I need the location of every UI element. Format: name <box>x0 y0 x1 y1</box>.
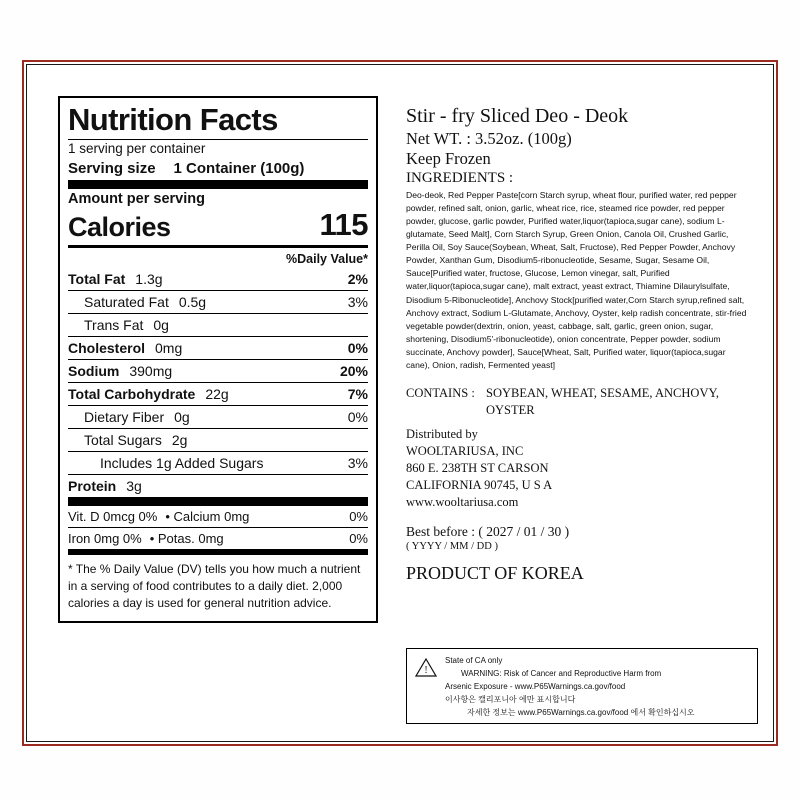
contains-line-2: OYSTER <box>486 402 535 417</box>
nutrient-name: Trans Fat <box>84 316 144 333</box>
product-name: Stir - fry Sliced Deo - Deok <box>406 105 629 127</box>
calcium-value: • Calcium 0mg <box>165 508 250 524</box>
daily-value-header: %Daily Value* <box>286 251 368 266</box>
divider-thick <box>68 180 368 189</box>
ingredients-list: Deo-deok, Red Pepper Paste[corn Starch syrup, wheat flour, purified water, red pepper powder, refined salt, onion, garlic, wheat rice, rice, steamed rice powder, red pepper powder, glucose, garlic powder, Purified water,liquor(tapioca,sugar cane), sodium L-glutamate, Seed Malt], Corn Starch Syrup, Green Onion, Canola Oil, Crushed Garlic, Perilla Oil, Soy Sauce(Soybean, Wheat, Salt, Fructose), Red Pepper Powder, Anchovy Powder, Xanthan Gum, Disodium5-ribonucleotide, Sesame, Sugar, Sesame Oil, Sauce[Purified water, fructose, Glucose, Lemon vinegar, salt, Purified water,liquor(tapioca,sugar cane), malt extract, yeast extract, Thiamine Dilaurylsulfate, Disodium 5-Ribonucleotide], Anchovy Stock[purified water,Corn Starch syrup,refined salt, Anchovy extract, Sodium L-Glutamate, Anchovy, Oyster, kelp radish concentrate, stir-fried vegetable powder(dextrin, onion, yeast, cabbage, salt, garlic, green onion, sugar, shortening, Disodium5'-ribonucleotide), onion concentrate, Pepper powder, sodium succinate, Anchovy powder], Sauce[Wheat, Salt, Purified water, liquor(tapioca,sugar cane), Onion, radish, Fermented yeast] <box>406 190 747 370</box>
table-row <box>68 360 368 383</box>
nutrient-name: Sodium <box>68 362 120 379</box>
daily-value-footnote: * The % Daily Value (DV) tells you how much a nutrient in a serving of food contributes to a daily diet. 2,000 calories a day is used for general nutrition advice. <box>68 561 361 611</box>
table-row <box>68 429 368 452</box>
distributor-website[interactable]: www.wooltariusa.com <box>406 494 519 509</box>
table-row <box>68 268 368 291</box>
nutrient-dv: 20% <box>339 362 368 379</box>
table-row <box>68 506 368 528</box>
calcium-dv: 0% <box>349 508 368 524</box>
potassium-value: • Potas. 0mg <box>149 530 224 546</box>
serving-size-label: Serving size <box>68 159 156 177</box>
amount-per-serving-label: Amount per serving <box>68 190 205 207</box>
product-info-column <box>406 104 758 584</box>
nutrient-amount: 1.3g <box>135 270 163 287</box>
nutrient-name: Total Sugars <box>84 431 162 448</box>
storage-instruction: Keep Frozen <box>406 149 491 168</box>
nutrient-amount: 0g <box>153 316 169 333</box>
nutrient-dv: 2% <box>347 270 368 287</box>
nutrient-dv: 0% <box>347 339 368 356</box>
warning-line-4-korean: 이사항은 캘리포니아 에만 표시합니다 <box>445 694 576 704</box>
iron-value: Iron 0mg 0% <box>68 530 142 546</box>
nutrition-facts-title: Nutrition Facts <box>68 102 278 137</box>
nutrient-name: Cholesterol <box>68 339 146 356</box>
table-row <box>68 337 368 360</box>
table-row <box>68 406 368 429</box>
svg-text:!: ! <box>424 665 428 676</box>
nutrient-name: Protein <box>68 477 117 494</box>
country-of-origin: PRODUCT OF KOREA <box>406 562 584 583</box>
nutrient-dv: 3% <box>347 454 368 471</box>
calories-value: 115 <box>319 206 368 242</box>
potassium-dv: 0% <box>349 530 368 546</box>
nutrient-dv: 7% <box>347 385 368 402</box>
contains-line-1: SOYBEAN, WHEAT, SESAME, ANCHOVY, <box>486 385 720 400</box>
net-weight: Net WT. : 3.52oz. (100g) <box>406 129 572 148</box>
nutrient-amount: 3g <box>126 477 142 494</box>
nutrient-name: Total Fat <box>68 270 126 287</box>
calories-label: Calories <box>68 211 171 242</box>
servings-per-container: 1 serving per container <box>68 140 206 156</box>
warning-triangle-icon <box>415 658 437 719</box>
prop65-warning-text <box>445 655 695 719</box>
nutrient-name: Total Carbohydrate <box>68 385 196 402</box>
prop65-warning-box <box>406 648 758 724</box>
table-row <box>68 314 368 337</box>
table-row <box>68 528 368 555</box>
nutrient-amount: 0g <box>174 408 190 425</box>
warning-line-5-korean: 자세한 정보는 www.P65Warnings.ca.gov/food 에서 확인하십시오 <box>467 707 695 717</box>
nutrient-amount: 22g <box>205 385 229 402</box>
table-row <box>68 475 368 506</box>
distributor-city-state: CALIFORNIA 90745, U S A <box>406 477 553 492</box>
nutrient-amount: 0.5g <box>178 293 207 310</box>
table-row <box>68 383 368 406</box>
nutrient-amount: 390mg <box>129 362 173 379</box>
calories-row <box>68 207 368 245</box>
table-row <box>68 291 368 314</box>
distributor-name: WOOLTARIUSA, INC <box>406 443 524 458</box>
warning-line-3: Arsenic Exposure - www.P65Warnings.ca.gov/food <box>445 681 626 691</box>
serving-size-value: 1 Container (100g) <box>173 159 305 177</box>
distributor-street: 860 E. 238TH ST CARSON <box>406 460 549 475</box>
nutrient-amount: 0mg <box>155 339 183 356</box>
distributor-block <box>406 426 758 511</box>
contains-values <box>486 385 758 419</box>
nutrient-dv: 0% <box>347 408 368 425</box>
best-before-date: Best before : ( 2027 / 01 / 30 ) <box>406 523 570 539</box>
nutrient-name: Saturated Fat <box>84 293 169 310</box>
best-before-format: ( YYYY / MM / DD ) <box>406 540 498 552</box>
contains-label: CONTAINS : <box>406 385 475 400</box>
warning-line-2: WARNING: Risk of Cancer and Reproductive Harm from <box>461 668 662 678</box>
nutrient-dv: 3% <box>347 293 368 310</box>
distributed-by-heading: Distributed by <box>406 426 478 441</box>
table-row <box>68 452 368 475</box>
warning-line-1: State of CA only <box>445 656 503 665</box>
nutrient-name: Includes 1g Added Sugars <box>100 454 264 471</box>
nutrition-facts-panel <box>58 96 378 623</box>
nutrient-name: Dietary Fiber <box>84 408 165 425</box>
vitamin-d-value: Vit. D 0mcg 0% <box>68 508 158 524</box>
ingredients-heading: INGREDIENTS : <box>406 170 514 186</box>
nutrient-amount: 2g <box>171 431 188 448</box>
serving-size-row <box>68 158 368 180</box>
allergen-contains <box>406 385 758 419</box>
